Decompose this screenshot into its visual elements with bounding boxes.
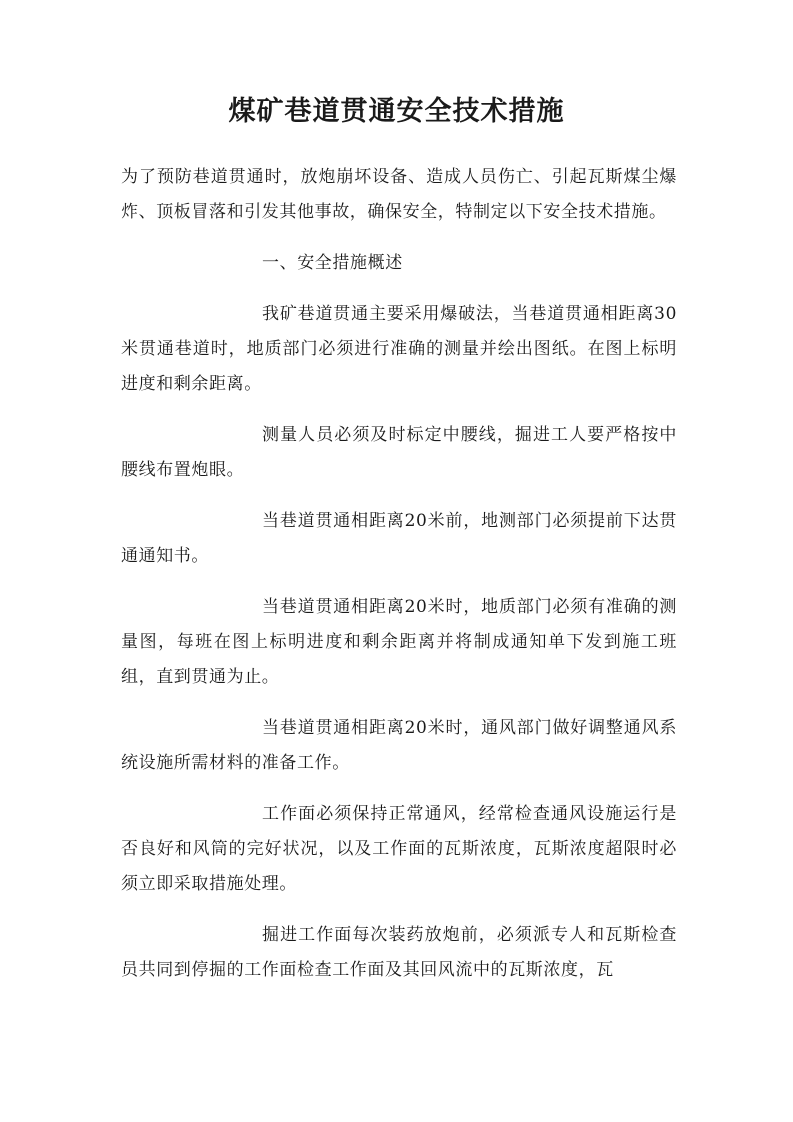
document-title: 煤矿巷道贯通安全技术措施 — [228, 96, 565, 127]
section-heading: 一、安全措施概述 — [262, 253, 403, 273]
body-paragraph: 工作面必须保持正常通风，经常检查通风设施运行是否良好和风筒的完好状况，以及工作面的瓦斯浓度，瓦斯浓度超限时必须立即采取措施处理。 — [121, 804, 677, 894]
body-paragraph: 测量人员必须及时标定中腰线，掘进工人要严格按中腰线布置炮眼。 — [121, 425, 677, 480]
body-paragraph: 当巷道贯通相距离20米时，地质部门必须有准确的测量图，每班在图上标明进度和剩余距离并将制成通知单下发到施工班组，直到贯通为止。 — [121, 597, 677, 687]
body-paragraph: 我矿巷道贯通主要采用爆破法，当巷道贯通相距离30米贯通巷道时，地质部门必须进行准确的测量并绘出图纸。在图上标明进度和剩余距离。 — [121, 304, 677, 394]
body-paragraph: 掘进工作面每次装药放炮前，必须派专人和瓦斯检查员共同到停掘的工作面检查工作面及其回风流中的瓦斯浓度，瓦 — [121, 925, 677, 980]
body-paragraph: 当巷道贯通相距离20米时，通风部门做好调整通风系统设施所需材料的准备工作。 — [121, 718, 677, 773]
document-body — [121, 160, 677, 1004]
body-paragraph: 当巷道贯通相距离20米前，地测部门必须提前下达贯通通知书。 — [121, 511, 677, 566]
intro-paragraph: 为了预防巷道贯通时，放炮崩坏设备、造成人员伤亡、引起瓦斯煤尘爆炸、顶板冒落和引发其他事故，确保安全，特制定以下安全技术措施。 — [121, 167, 677, 222]
